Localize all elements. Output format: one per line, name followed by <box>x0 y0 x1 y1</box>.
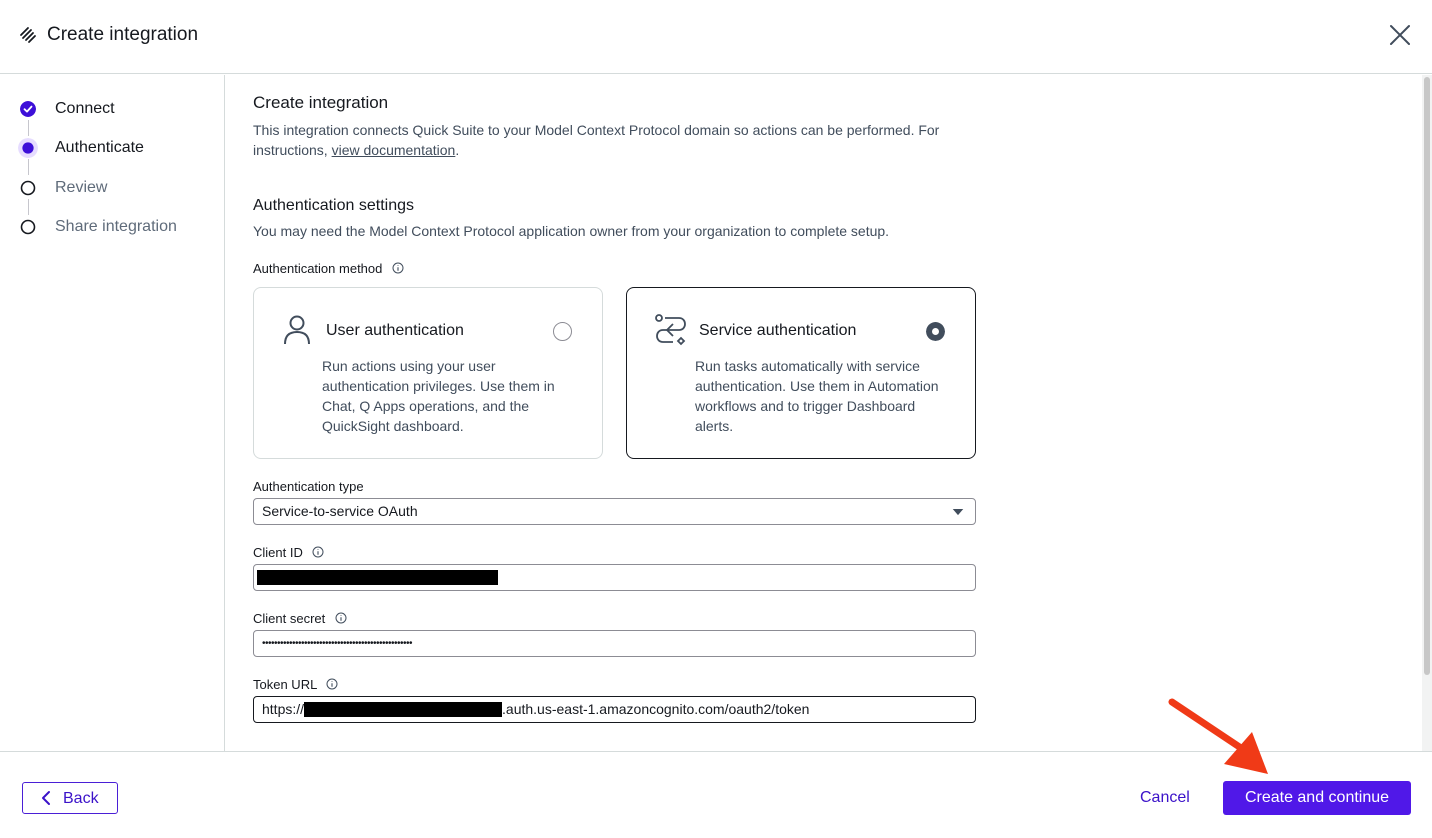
back-button-label: Back <box>63 790 99 807</box>
user-authentication-description: Run actions using your user authentication privileges. Use them in Chat, Q Apps operations, and the QuickSight dashboard. <box>322 358 555 434</box>
auth-type-select[interactable] <box>253 498 976 525</box>
info-icon[interactable] <box>312 546 324 558</box>
close-icon[interactable] <box>1386 21 1414 49</box>
modal-title: Create integration <box>47 24 199 45</box>
step-review[interactable] <box>18 178 218 200</box>
auth-method-label-text: Authentication method <box>253 261 383 276</box>
back-button[interactable] <box>22 782 118 814</box>
info-icon[interactable] <box>326 678 338 690</box>
service-authentication-radio[interactable] <box>926 322 945 341</box>
service-flow-icon <box>653 312 689 348</box>
scrollbar-thumb[interactable] <box>1424 77 1430 675</box>
modal-header <box>0 0 1432 74</box>
step-share-integration[interactable] <box>18 217 218 239</box>
auth-type-label: Authentication type <box>253 479 364 494</box>
scrollbar[interactable] <box>1422 75 1432 751</box>
current-step-icon <box>18 138 38 158</box>
user-icon <box>280 312 316 348</box>
service-authentication-title: Service authentication <box>699 322 857 339</box>
auth-settings-description: You may need the Model Context Protocol application owner from your organization to complete setup. <box>253 223 890 239</box>
description-suffix: . <box>455 142 460 158</box>
client-secret-masked: •••••••••••••••••••••••••••••••••••••••••••••••••• <box>262 638 413 649</box>
info-icon[interactable] <box>335 612 347 624</box>
auth-method-label <box>253 261 404 276</box>
auth-settings-title: Authentication settings <box>253 197 414 214</box>
step-label: Share integration <box>55 218 177 235</box>
token-url-input[interactable] <box>253 696 976 723</box>
chevron-left-icon <box>39 790 53 806</box>
pending-step-icon <box>20 219 36 235</box>
client-id-label <box>253 545 324 560</box>
client-secret-label <box>253 611 347 626</box>
step-connect[interactable] <box>18 99 218 121</box>
step-connector <box>28 120 29 136</box>
wizard-steps <box>0 75 225 751</box>
create-and-continue-button[interactable]: Create and continue <box>1223 781 1411 815</box>
user-authentication-tile[interactable] <box>253 287 603 459</box>
section-description <box>253 120 973 160</box>
info-icon[interactable] <box>392 262 404 274</box>
service-authentication-description: Run tasks automatically with service authentication. Use them in Automation workflows and to trigger Dashboard alerts. <box>695 358 939 434</box>
view-documentation-link[interactable]: view documentation <box>331 142 456 158</box>
client-secret-label-text: Client secret <box>253 611 326 626</box>
pending-step-icon <box>20 180 36 196</box>
description-text: This integration connects Quick Suite to your Model Context Protocol domain so actions can be performed. For instructions, <box>253 122 940 158</box>
step-connector <box>28 159 29 175</box>
token-url-label <box>253 677 338 692</box>
caret-down-icon <box>952 509 964 516</box>
client-id-input[interactable] <box>253 564 976 591</box>
redacted-value <box>304 702 502 717</box>
token-url-prefix: https:// <box>262 701 305 717</box>
token-url-label-text: Token URL <box>253 677 317 692</box>
step-label: Connect <box>55 100 115 117</box>
user-authentication-radio[interactable] <box>553 322 572 341</box>
step-label: Review <box>55 179 108 196</box>
user-authentication-title: User authentication <box>326 322 464 339</box>
service-authentication-tile[interactable] <box>626 287 976 459</box>
main-content <box>226 75 1422 751</box>
redacted-value <box>257 570 498 585</box>
auth-type-value: Service-to-service OAuth <box>262 503 418 519</box>
client-secret-input[interactable] <box>253 630 976 657</box>
check-circle-icon <box>20 101 36 117</box>
cancel-button[interactable]: Cancel <box>1140 789 1190 806</box>
step-authenticate[interactable] <box>18 138 218 160</box>
step-connector <box>28 199 29 215</box>
step-label: Authenticate <box>55 139 144 156</box>
annotation-arrow-icon <box>1160 690 1280 780</box>
client-id-label-text: Client ID <box>253 545 303 560</box>
section-title: Create integration <box>253 93 389 112</box>
token-url-suffix: .auth.us-east-1.amazoncognito.com/oauth2/token <box>502 701 810 717</box>
integration-logo-icon <box>18 25 38 45</box>
